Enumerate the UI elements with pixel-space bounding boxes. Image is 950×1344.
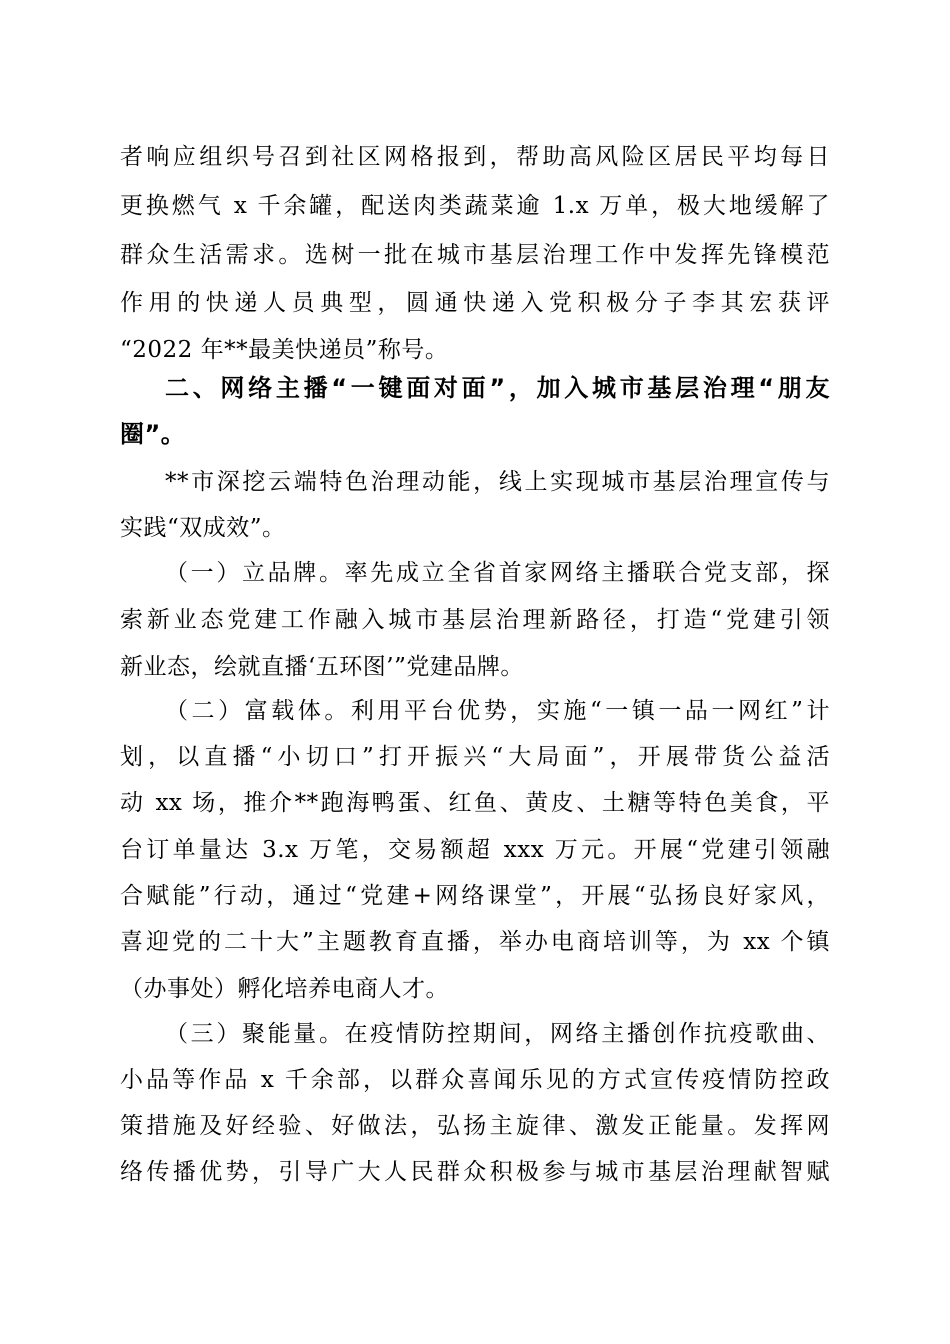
text-line: （一）立品牌。率先成立全省首家网络主播联合党支部，探 bbox=[165, 560, 830, 586]
text-line: 喜迎党的二十大”主题教育直播，举办电商培训等，为 xx 个镇 bbox=[120, 929, 830, 955]
text-line: **市深挖云端特色治理动能，线上实现城市基层治理宣传与 bbox=[165, 469, 830, 495]
text-line: 者响应组织号召到社区网格报到，帮助高风险区居民平均每日 bbox=[120, 144, 830, 170]
text-line: 络传播优势，引导广大人民群众积极参与城市基层治理献智赋 bbox=[120, 1159, 830, 1185]
text-line: 作用的快递人员典型，圆通快递入党积极分子李其宏获评 bbox=[120, 290, 830, 316]
heading-line: 二、网络主播“一键面对面”，加入城市基层治理“朋友 bbox=[165, 374, 830, 402]
text-line: 更换燃气 x 千余罐，配送肉类蔬菜逾 1.x 万单，极大地缓解了 bbox=[120, 193, 830, 219]
text-line: 小品等作品 x 千余部，以群众喜闻乐见的方式宣传疫情防控政 bbox=[120, 1067, 830, 1093]
text-line: 动 xx 场，推介**跑海鸭蛋、红鱼、黄皮、土糖等特色美食，平 bbox=[120, 790, 830, 816]
heading-line: 圈”。 bbox=[120, 420, 186, 448]
text-line: 策措施及好经验、好做法，弘扬主旋律、激发正能量。发挥网 bbox=[120, 1113, 830, 1139]
text-line: （办事处）孵化培养电商人才。 bbox=[120, 976, 449, 1002]
text-line: 台订单量达 3.x 万笔，交易额超 xxx 万元。开展“党建引领融 bbox=[120, 837, 830, 863]
text-line: “2022 年**最美快递员”称号。 bbox=[120, 337, 449, 363]
text-line: 新业态，绘就直播‘五环图’”党建品牌。 bbox=[120, 654, 524, 680]
text-line: 群众生活需求。选树一批在城市基层治理工作中发挥先锋模范 bbox=[120, 242, 830, 268]
text-line: 实践“双成效”。 bbox=[120, 515, 286, 541]
text-line: （三）聚能量。在疫情防控期间，网络主播创作抗疫歌曲、 bbox=[165, 1021, 830, 1047]
text-line: 索新业态党建工作融入城市基层治理新路径，打造“党建引领 bbox=[120, 607, 830, 633]
text-line: （二）富载体。利用平台优势，实施“一镇一品一网红”计 bbox=[165, 698, 830, 724]
text-line: 划，以直播“小切口”打开振兴“大局面”，开展带货公益活 bbox=[120, 744, 830, 770]
text-line: 合赋能”行动，通过“党建+网络课堂”，开展“弘扬良好家风， bbox=[120, 883, 830, 909]
